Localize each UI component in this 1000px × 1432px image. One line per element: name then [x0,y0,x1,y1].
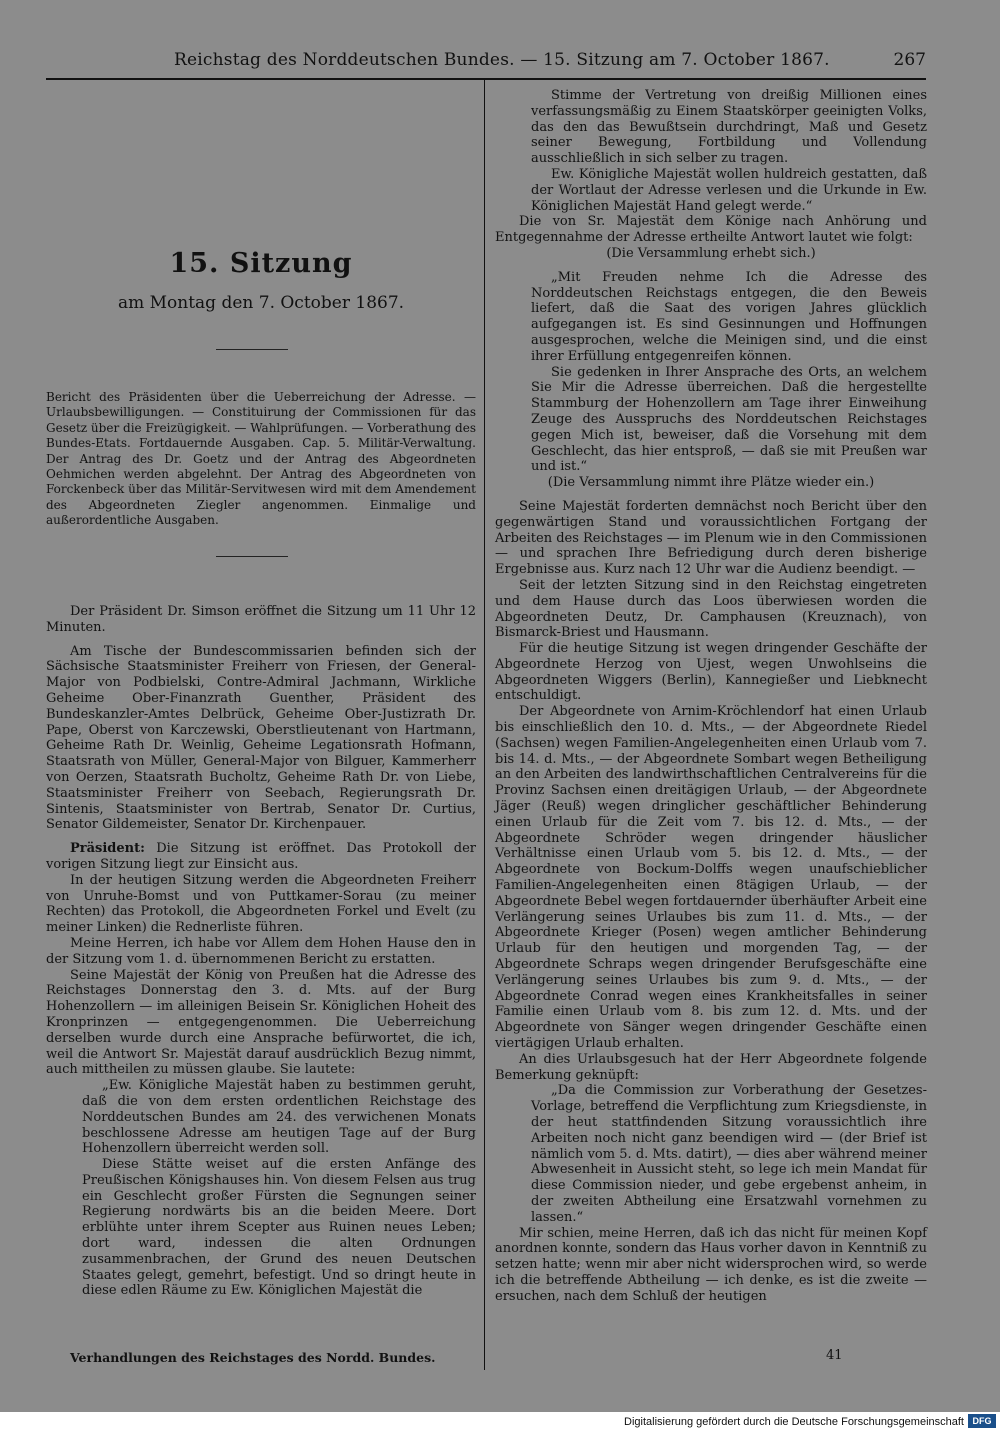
session-date: am Montag den 7. October 1867. [117,293,405,313]
right-column [495,88,927,1305]
paragraph: Für die heutige Sitzung ist wegen dringender Geschäfte der Abgeordnete Herzog von Ujest, wegen Unwohlseins die Abgeordneten Wiggers (Berlin), Kannegießer und Liebknecht entschuldigt. [495,641,927,704]
leave-paragraph: Der Abgeordnete von Arnim-Kröchlendorf hat einen Urlaub bis einschließlich den 10. d. Mts., — der Abgeordnete Riedel (Sachsen) wegen Familien-Angelegenheiten einen Urlaub vom 7. bis 14. d. Mts., — der Abgeordnete Sombart wegen Betheiligung an den Arbeiten des landwirthschaftlichen Centralvereins für die Provinz Sachsen einen dreitägigen Urlaub, — der Abgeordnete Jäger (Reuß) wegen dringlicher geschäftlicher Behinderung einen Urlaub für die Zeit vom 7. bis 12. d. Mts., — der Abgeordnete Schröder wegen dringender häuslicher Verhältnisse einen Urlaub vom 5. bis 12. d. Mts., — der Abgeordnete von Bockum-Dolffs wegen unaufschieblicher Familien-Angelegenheiten einen 8tägigen Urlaub, — der Abgeordnete Bebel wegen fortdauernder überhäufter Arbeit eine Verlängerung seines Urlaubes bis zum 11. d. Mts., — der Abgeordnete Krieger (Posen) wegen amtlicher Behinderung Urlaub für den heutigen und morgenden Tag, — der Abgeordnete Schraps wegen dringender Berufsgeschäfte eine Verlängerung seines Urlaubes bis zum 9. d. Mts., — der Abgeordnete Conrad wegen eines Krankheitsfalles in seiner Familie einen Urlaub vom 8. bis zum 12. d. Mts. und der Abgeordnete von Sänger wegen dringender Geschäfte einen viertägigen Urlaub erhalten. [495,704,927,1052]
left-column [46,604,476,1299]
king-reply-quote: „Mit Freuden nehme Ich die Adresse des Norddeutschen Reichstags entgegen, die den Beweis liefert, daß die Saat des vorigen Jahres glücklich aufgegangen ist. Es sind Gesinnungen und Hoffnungen ausgesprochen, welche die Meinigen sind, und die einst ihrer Erfüllung entgegenreifen können. [531,269,927,364]
column-divider [484,80,485,1370]
letter-quote: „Da die Commission zur Vorberathung der Gesetzes-Vorlage, betreffend die Verpflichtung zum Kriegsdienste, in der heut stattfindenden Sitzung voraussichtlich ihre Arbeiten noch nicht ganz beendigen wird — (der Brief ist nämlich vom 5. d. Mts. datirt), — dies aber während meiner Abwesenheit in Aussicht steht, so lege ich mein Mandat für diese Commission nieder, und gebe ergebenst anheim, in der zweiten Abtheilung eine Ersatzwahl vornehmen zu lassen.“ [531,1083,927,1225]
stage-direction: (Die Versammlung nimmt ihre Plätze wieder ein.) [547,475,875,491]
dfg-logo-icon: DFG [968,1414,996,1428]
paragraph: Seit der letzten Sitzung sind in den Reichstag eingetreten und dem Hause durch das Loos überwiesen worden die Abgeordneten Deutz, Dr. Camphausen (Kreuznach), von Bismarck-Briest und Hausmann. [495,577,927,641]
running-header-title: Reichstag des Norddeutschen Bundes. — 15. Sitzung am 7. October 1867. [174,50,830,70]
footer-signature-mark: 41 [826,1348,843,1363]
paragraph: Die von Sr. Majestät dem Könige nach Anhörung und Entgegennahme der Adresse ertheilte Antwort lautet wie folgt: [495,214,927,246]
paragraph: An dies Urlaubsgesuch hat der Herr Abgeordnete folgende Bemerkung geknüpft: [495,1051,927,1083]
paragraph: Seine Majestät der König von Preußen hat die Adresse des Reichstages Donnerstag den 3. d. Mts. auf der Burg Hohenzollern — im alleinigen Beisein Sr. Königlichen Hoheit des Kronprinzen — entgegengenommen. Die Ueberreichung derselben wurde durch eine Ansprache befürwortet, die ich, weil die Antwort Sr. Majestät darauf ausdrücklich Bezug nimmt, auch mittheilen zu müssen glaube. Sie lautete: [46,967,476,1078]
president-text: Die Sitzung ist eröffnet. Das Protokoll der vorigen Sitzung liegt zur Einsicht aus. [46,841,476,872]
paragraph: Meine Herren, ich habe vor Allem dem Hohen Hause den in der Sitzung vom 1. d. übernommenen Bericht zu erstatten. [46,935,476,967]
footer-publication: Verhandlungen des Reichstages des Nordd. Bundes. [70,1350,436,1365]
credit-text: Digitalisierung gefördert durch die Deutsche Forschungsgemeinschaft [624,1416,964,1428]
opening-paragraph: Der Präsident Dr. Simson eröffnet die Sitzung um 11 Uhr 12 Minuten. [46,604,476,635]
page-number: 267 [893,50,926,70]
short-rule-1 [216,349,288,350]
session-title: 15. Sitzung [169,248,353,279]
header-rule [46,78,926,80]
address-quote: „Ew. Königliche Majestät haben zu bestimmen geruht, daß die von dem ersten ordentlichen Reichstage des Norddeutschen Bundes am 24. des verwichenen Monats beschlossene Adresse am heutigen Tage auf der Burg Hohenzollern überreicht werden soll. [82,1078,476,1157]
commissioners-paragraph: Am Tische der Bundescommissarien befinden sich der Sächsische Staatsminister Freiherr von Friesen, der General-Major von Podbielski, Contre-Admiral Jachmann, Wirkliche Geheime Ober-Finanzrath Guenther, Präsident des Bundeskanzler-Amtes Delbrück, Geheime Ober-Justizrath Dr. Pape, Oberst von Karczewski, Oberstlieutenant von Hartmann, Geheime Rath Dr. Weinlig, Geheime Legationsrath Hofmann, Staatsrath von Müller, General-Major von Bilguer, Kammerherr von Oerzen, Staatsrath Bucholtz, Geheime Rath Dr. von Liebe, Staatsminister Freiherr von Seebach, Regierungsrath Dr. Sintenis, Staatsminister von Bertrab, Senator Dr. Curtius, Senator Gildemeister, Senator Dr. Kirchenpauer. [46,643,476,833]
short-rule-2 [216,556,288,557]
running-header [46,46,926,74]
king-reply-quote: Sie gedenken in Ihrer Ansprache des Orts, an welchem Sie Mir die Adresse überreichen. Daß die hergestellte Stammburg der Hohenzollern am Tage ihrer Einweihung Zeuge des Ausspruchs des Norddeutschen Reichstages gegen Mich ist, beweiser, daß die Vorsehung mit dem Geschlecht, das hier entsproß, — daß sie mit Preußen war und ist.“ [531,364,927,475]
digitization-credit-bar [0,1412,1000,1432]
address-quote: Stimme der Vertretung von dreißig Millionen eines verfassungsmäßig zu Einem Staatskörper geeinigten Volks, das den das Bewußtsein durchdringt, Maß und Gesetz seiner Bewegung, Fortbildung und Vollendung ausschließlich in sich selber zu tragen. [531,88,927,167]
paragraph: Mir schien, meine Herren, daß ich das nicht für meinen Kopf anordnen konnte, sondern das Haus vorher davon in Kenntniß zu setzen hatte; wenn mir aber nicht widersprochen wird, so werde ich die betreffende Abtheilung — ich denke, es ist die zweite — ersuchen, nach dem Schluß der heutigen [495,1225,927,1304]
address-quote: Diese Stätte weiset auf die ersten Anfänge des Preußischen Königshauses hin. Von diesem Felsen aus trug ein Geschlecht großer Fürsten die Segnungen seiner Regierung nordwärts bis an die beiden Meere. Dort erblühte unter ihrem Scepter aus Ruinen neues Leben; dort ward, indessen die alten Ordnungen zusammenbrachen, der Grund des neuen Deutschen Staates gelegt, gemehrt, befestigt. Und so dringt heute in diese edlen Räume zu Ew. Königlichen Majestät die [82,1157,476,1299]
session-summary: Bericht des Präsidenten über die Ueberreichung der Adresse. — Urlaubsbewilligungen. — Constituirung der Commissionen für das Gesetz über die Freizügigkeit. — Wahlprüfungen. — Vorberathung des Bundes-Etats. Fortdauernde Ausgaben. Cap. 5. Militär-Verwaltung. Der Antrag des Dr. Goetz und der Antrag des Abgeordneten Oehmichen werden abgelehnt. Der Antrag des Abgeordneten von Forckenbeck über das Militär-Servitwesen wird mit dem Amendement des Abgeordneten Ziegler angenommen. Einmalige und außerordentliche Ausgaben. [46,390,476,528]
address-quote: Ew. Königliche Majestät wollen huldreich gestatten, daß der Wortlaut der Adresse verlesen und die Urkunde in Ew. Königlichen Majestät Hand gelegt werde.“ [531,166,927,214]
paragraph: Seine Majestät forderten demnächst noch Bericht über den gegenwärtigen Stand und voraussichtlichen Fortgang der Arbeiten des Reichstages — im Plenum wie in den Commissionen — und sprachen Ihre Befriedigung durch deren bisherige Ergebnisse aus. Kurz nach 12 Uhr war die Audienz beendigt. — [495,498,927,578]
president-label: Präsident: [70,841,145,857]
paragraph: In der heutigen Sitzung werden die Abgeordneten Freiherr von Unruhe-Bomst und von Puttkamer-Sorau (zu meiner Rechten) das Protokoll, die Abgeordneten Forkel und Evelt (zu meiner Linken) die Rednerliste führen. [46,872,476,936]
stage-direction: (Die Versammlung erhebt sich.) [606,245,816,261]
president-paragraph [46,841,476,873]
